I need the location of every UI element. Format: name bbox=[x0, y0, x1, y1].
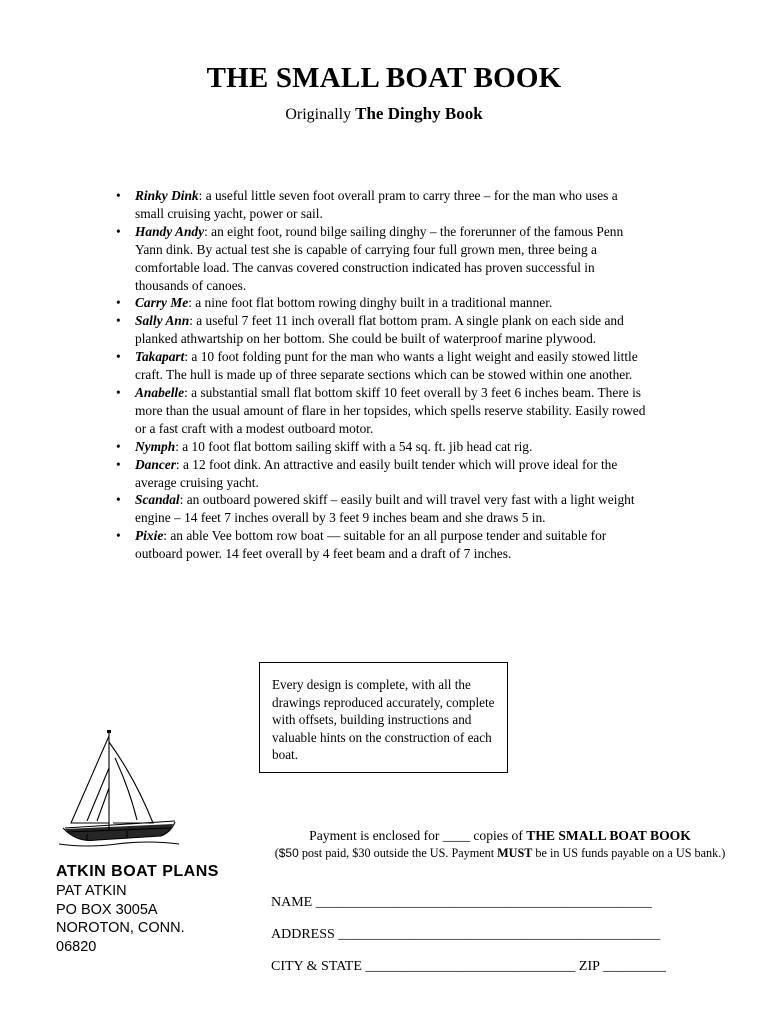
boat-item bbox=[116, 491, 646, 527]
boat-item bbox=[116, 223, 646, 295]
bullet-icon: • bbox=[116, 528, 121, 544]
zip-code: 06820 bbox=[56, 938, 97, 955]
bullet-icon: • bbox=[116, 223, 121, 239]
subtitle-prefix: Originally bbox=[285, 106, 352, 123]
payment-note bbox=[270, 846, 730, 861]
boat-name: Sally Ann bbox=[135, 313, 190, 329]
subtitle bbox=[0, 104, 768, 124]
company-name: ATKIN BOAT PLANS bbox=[56, 863, 219, 880]
po-box: PO BOX 3005A bbox=[56, 901, 158, 918]
boat-description: : a useful little seven foot overall pram to carry three – for the man who uses a small cruising yacht, power or sail. bbox=[135, 188, 618, 221]
boat-name: Rinky Dink bbox=[135, 188, 199, 203]
payment-section bbox=[270, 828, 730, 861]
boat-name: Scandal bbox=[135, 492, 180, 508]
payment-line bbox=[270, 828, 730, 844]
boat-name: Takapart bbox=[135, 349, 185, 365]
boat-description: : a 10 foot flat bottom sailing skiff with a 54 sq. ft. jib head cat rig. bbox=[175, 438, 533, 454]
boat-item bbox=[116, 384, 646, 438]
boat-name: Nymph bbox=[135, 438, 176, 454]
bullet-icon: • bbox=[116, 188, 121, 203]
boat-item bbox=[116, 312, 646, 348]
boat-list bbox=[116, 187, 646, 563]
payment-book-title: THE SMALL BOAT BOOK bbox=[526, 828, 691, 843]
page-title: THE SMALL BOAT BOOK bbox=[206, 62, 562, 94]
boat-name: Pixie bbox=[135, 528, 164, 544]
address-field[interactable]: ADDRESS ______________________________________________ bbox=[271, 927, 661, 942]
boat-description: : a 10 foot folding punt for the man who wants a light weight and easily stowed little craft. The hull is made up of three separate sections which can be stowed within one another. bbox=[135, 349, 638, 383]
note-must: MUST bbox=[497, 846, 533, 860]
boat-item bbox=[116, 456, 646, 492]
city-state: NOROTON, CONN. bbox=[56, 920, 185, 937]
boat-description: : a substantial small flat bottom skiff 10 feet overall by 3 feet 6 inches beam. There is more than the usual amount of flare in her topsides, which spells reserve stability. Easily rowed or a fast craft with a modest outboard motor. bbox=[135, 384, 646, 436]
boat-item bbox=[116, 438, 646, 456]
bullet-icon: • bbox=[116, 295, 121, 311]
sailboat-icon bbox=[57, 728, 181, 850]
note-end: be in US funds payable on a US bank.) bbox=[532, 846, 726, 860]
price-us: $50 bbox=[278, 846, 299, 860]
bullet-icon: • bbox=[116, 349, 121, 365]
boat-item bbox=[116, 348, 646, 384]
bullet-icon: • bbox=[116, 384, 121, 400]
name-field[interactable]: NAME ________________________________________________ bbox=[271, 895, 652, 910]
boat-description: : an outboard powered skiff – easily built and will travel very fast with a light weight engine – 14 feet 7 inches overall by 3 feet 9 inches beam and she draws 5 in. bbox=[135, 492, 635, 526]
boat-name: Anabelle bbox=[135, 384, 185, 400]
subtitle-book-name: The Dinghy Book bbox=[355, 104, 483, 123]
boat-description: : a useful 7 feet 11 inch overall flat bottom pram. A single plank on each side and planked athwartship on her bottom. She could be built of waterproof marine plywood. bbox=[135, 313, 624, 347]
callout-box: Every design is complete, with all the drawings reproduced accurately, complete with offsets, building instructions and valuable hints on the construction of each boat. bbox=[259, 662, 508, 773]
bullet-icon: • bbox=[116, 456, 121, 472]
boat-description: : an able Vee bottom row boat — suitable for an all purpose tender and suitable for outboard power. 14 feet overall by 4 feet beam and a draft of 7 inches. bbox=[135, 528, 607, 562]
boat-name: Dancer bbox=[135, 456, 176, 472]
boat-item bbox=[116, 527, 646, 563]
note-mid: post paid, $30 outside the US. Payment bbox=[298, 846, 498, 860]
bullet-icon: • bbox=[116, 492, 121, 508]
boat-description: : a nine foot flat bottom rowing dinghy built in a traditional manner. bbox=[188, 295, 553, 311]
note-open: ( bbox=[274, 846, 279, 860]
city-state-zip-field[interactable]: CITY & STATE ______________________________ ZIP _________ bbox=[271, 959, 666, 974]
bullet-icon: • bbox=[116, 438, 121, 454]
boat-name: Carry Me bbox=[135, 295, 189, 311]
boat-description: : a 12 foot dink. An attractive and easily built tender which will prove ideal for the average cruising yacht. bbox=[135, 456, 618, 490]
contact-name: PAT ATKIN bbox=[56, 883, 127, 899]
company-address bbox=[56, 882, 185, 956]
bullet-icon: • bbox=[116, 313, 121, 329]
boat-name: Handy Andy bbox=[135, 223, 205, 239]
boat-item bbox=[116, 187, 646, 223]
boat-item bbox=[116, 294, 646, 312]
payment-prefix: Payment is enclosed for ____ copies of bbox=[309, 828, 527, 843]
boat-description: : an eight foot, round bilge sailing dinghy – the forerunner of the famous Penn Yann dink. By actual test she is capable of carrying four full grown men, three being a comfortable load. The canvas covered construction indicated has proven successful in thousands of canoes. bbox=[135, 223, 624, 293]
